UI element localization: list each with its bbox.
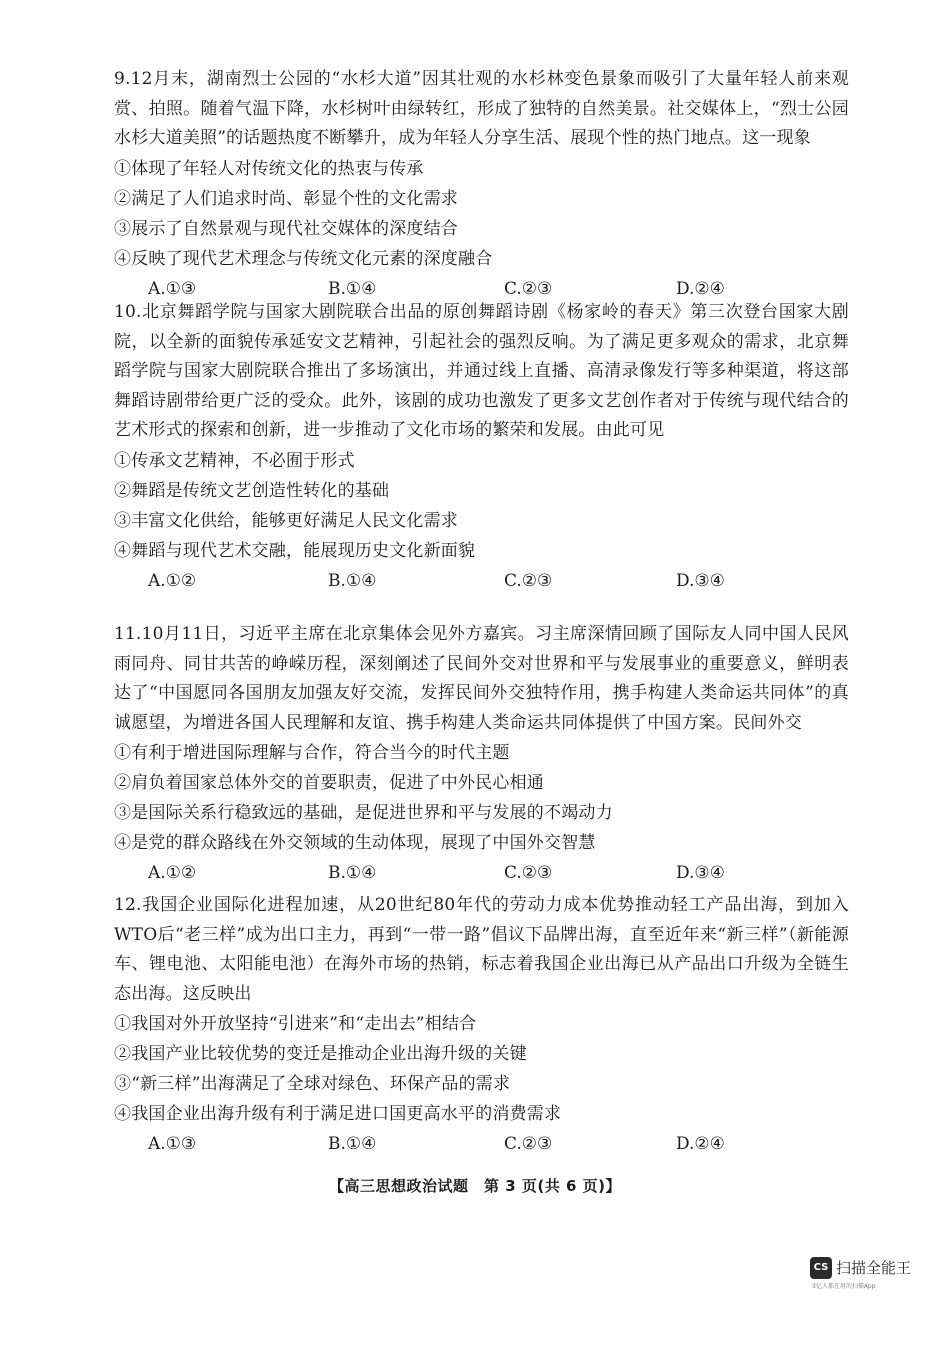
statement-option: ②满足了人们追求时尚、彰显个性的文化需求 (114, 188, 458, 209)
answer-choices (114, 1129, 849, 1159)
scanner-watermark (810, 1254, 922, 1296)
statement-option: ④我国企业出海升级有利于满足进口国更高水平的消费需求 (114, 1104, 562, 1125)
statement-option: ①传承文艺精神，不必囿于形式 (114, 450, 355, 471)
choice-d: D.②④ (676, 1134, 725, 1155)
choice-c: C.②③ (504, 570, 553, 591)
choice-c: C.②③ (504, 863, 553, 884)
question-10 (114, 298, 849, 596)
statement-option: ④反映了现代艺术理念与传统文化元素的深度融合 (114, 248, 493, 269)
choice-d: D.③④ (676, 570, 725, 591)
answer-choices (114, 858, 849, 888)
question-stem: 10.北京舞蹈学院与国家大剧院联合出品的原创舞蹈诗剧《杨家岭的春天》第三次登台国家大剧院，以全新的面貌传承延安文艺精神，引起社会的强烈反响。为了满足更多观众的需求，北京舞蹈学院与国家大剧院联合推出了多场演出，并通过线上直播、高清录像发行等多种渠道，将这部舞蹈诗剧带给更广泛的受众。此外，该剧的成功也激发了更多文艺创作者对于传统与现代结合的艺术形式的探索和创新，进一步推动了文化市场的繁荣和发展。由此可见 (114, 302, 849, 441)
choice-b: B.①④ (328, 278, 377, 299)
choice-a: A.①③ (148, 278, 197, 299)
statement-option: ②肩负着国家总体外交的首要职责，促进了中外民心相通 (114, 773, 544, 794)
statement-option: ③是国际关系行稳致远的基础，是促进世界和平与发展的不竭动力 (114, 803, 613, 824)
statement-option: ②舞蹈是传统文艺创造性转化的基础 (114, 480, 390, 501)
question-9 (114, 65, 849, 304)
question-stem: 9.12月末，湖南烈士公园的“水杉大道”因其壮观的水杉林变色景象而吸引了大量年轻人前来观赏、拍照。随着气温下降，水杉树叶由绿转红，形成了独特的自然美景。社交媒体上，“烈士公园水杉大道美照”的话题热度不断攀升，成为年轻人分享生活、展现个性的热门地点。这一现象 (114, 69, 849, 149)
camscanner-logo-icon: CS (810, 1257, 832, 1279)
page-footer: 【高三思想政治试题 第 3 页(共 6 页)】 (329, 1177, 621, 1195)
choice-b: B.①④ (328, 1134, 377, 1155)
question-12 (114, 891, 849, 1159)
statement-option: ①有利于增进国际理解与合作，符合当今的时代主题 (114, 743, 510, 764)
statement-option: ③丰富文化供给，能够更好满足人民文化需求 (114, 510, 458, 531)
question-11 (114, 620, 849, 888)
choice-b: B.①④ (328, 863, 377, 884)
statement-option: ④是党的群众路线在外交领域的生动体现，展现了中国外交智慧 (114, 833, 596, 854)
statement-option: ④舞蹈与现代艺术交融，能展现历史文化新面貌 (114, 540, 476, 561)
watermark-tagline: 3亿人都在用的扫描App (812, 1283, 876, 1290)
choice-c: C.②③ (504, 278, 553, 299)
choice-a: A.①③ (148, 1134, 197, 1155)
statement-option: ③展示了自然景观与现代社交媒体的深度结合 (114, 218, 458, 239)
watermark-name: 扫描全能王 (836, 1259, 912, 1277)
question-stem: 11.10月11日，习近平主席在北京集体会见外方嘉宾。习主席深情回顾了国际友人同中国人民风雨同舟、同甘共苦的峥嵘历程，深刻阐述了民间外交对世界和平与发展事业的重要意义，鲜明表达了“中国愿同各国朋友加强友好交流，发挥民间外交独特作用，携手构建人类命运共同体”的真诚愿望，为增进各国人民理解和友谊、携手构建人类命运共同体提供了中国方案。民间外交 (114, 624, 849, 733)
choice-d: D.③④ (676, 863, 725, 884)
choice-a: A.①② (148, 863, 197, 884)
answer-choices (114, 566, 849, 596)
statement-option: ②我国产业比较优势的变迁是推动企业出海升级的关键 (114, 1044, 527, 1065)
choice-c: C.②③ (504, 1134, 553, 1155)
statement-option: ③“新三样”出海满足了全球对绿色、环保产品的需求 (114, 1074, 511, 1095)
choice-a: A.①② (148, 570, 197, 591)
question-stem: 12.我国企业国际化进程加速，从20世纪80年代的劳动力成本优势推动轻工产品出海，到加入WTO后“老三样”成为出口主力，再到“一带一路”倡议下品牌出海，直至近年来“新三样”（新能源车、锂电池、太阳能电池）在海外市场的热销，标志着我国企业出海已从产品出口升级为全链生态出海。这反映出 (114, 895, 849, 1004)
choice-d: D.②④ (676, 278, 725, 299)
choice-b: B.①④ (328, 570, 377, 591)
statement-option: ①我国对外开放坚持“引进来”和“走出去”相结合 (114, 1014, 477, 1035)
statement-option: ①体现了年轻人对传统文化的热衷与传承 (114, 158, 424, 179)
